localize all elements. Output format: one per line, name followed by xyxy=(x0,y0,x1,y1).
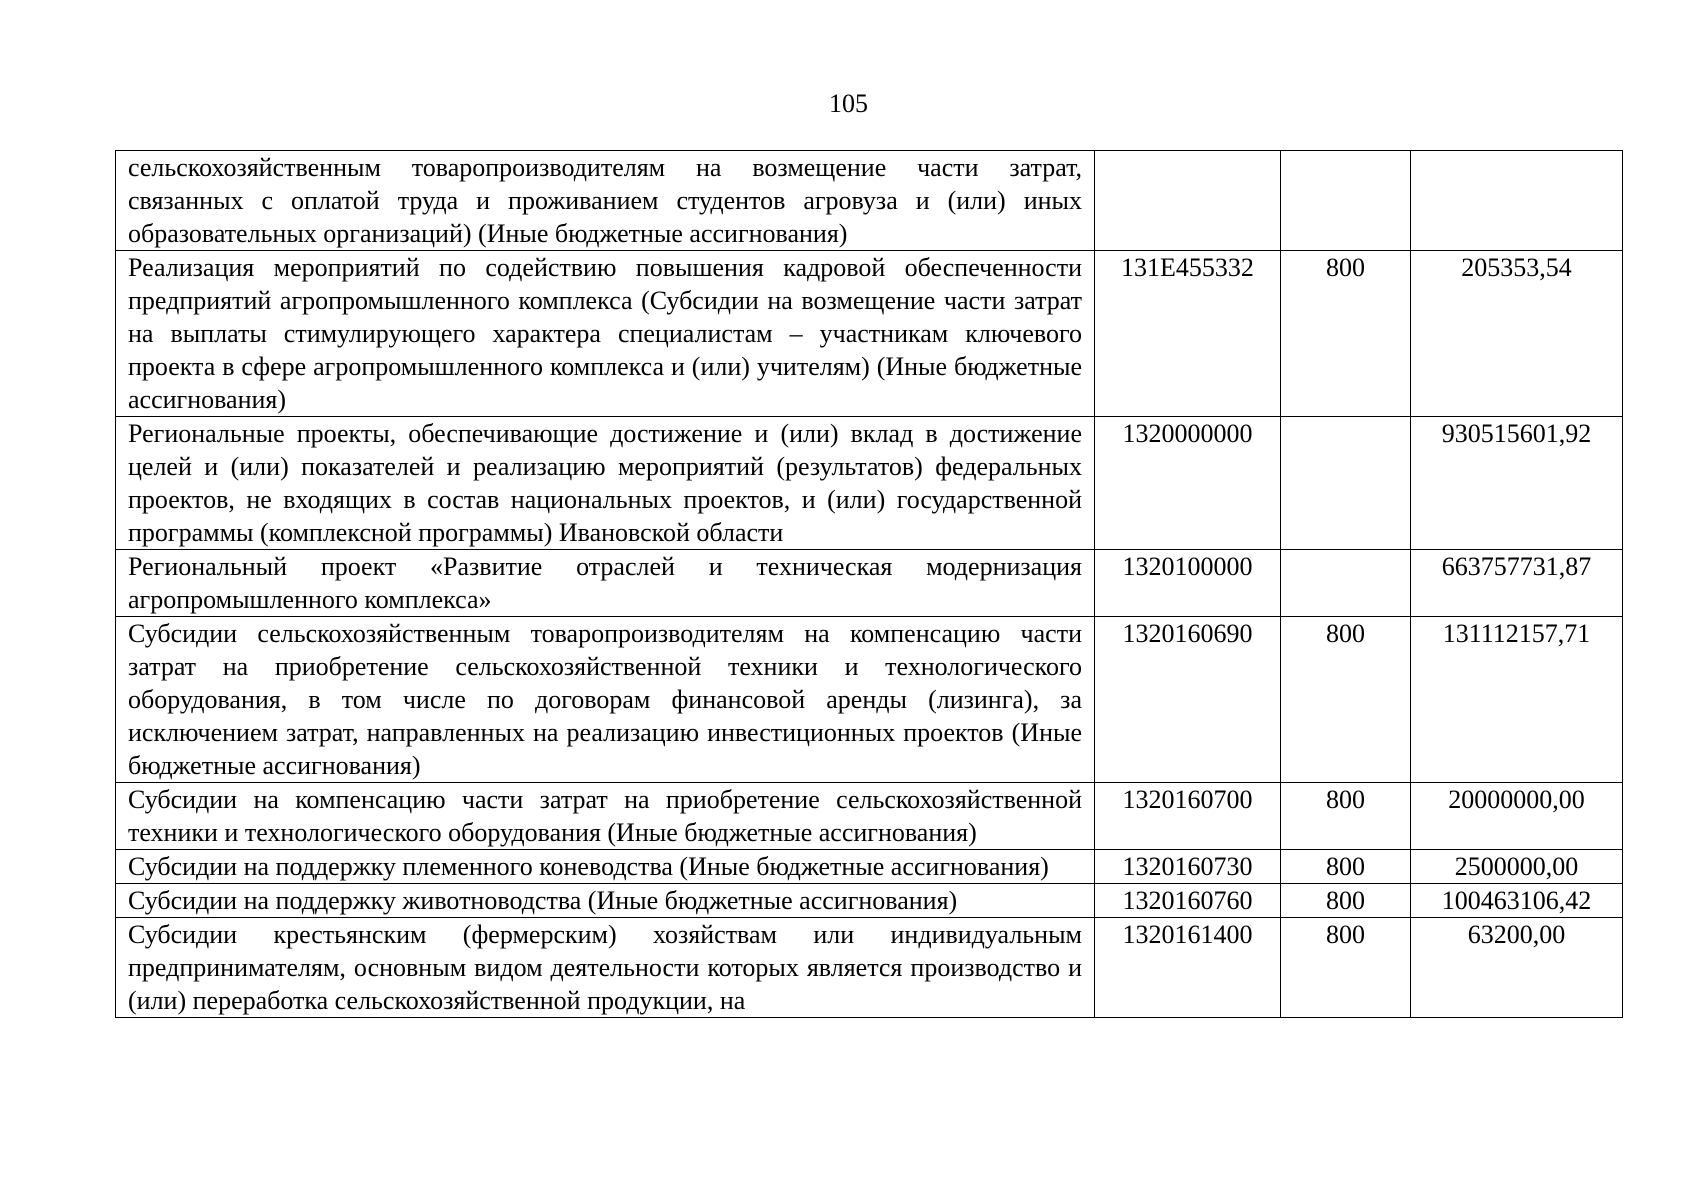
row-sum: 20000000,00 xyxy=(1411,783,1623,850)
row-expense-type xyxy=(1281,550,1411,617)
budget-table xyxy=(115,150,1623,1018)
table-row xyxy=(116,251,1623,417)
row-expense-type: 800 xyxy=(1281,850,1411,884)
row-code: 1320100000 xyxy=(1095,550,1281,617)
row-code: 1320160690 xyxy=(1095,617,1281,783)
row-code: 1320160700 xyxy=(1095,783,1281,850)
row-name: Субсидии на компенсацию части затрат на приобретение сельскохозяйственной техники и технологического оборудования (Иные бюджетные ассигнования) xyxy=(116,783,1095,850)
row-sum: 663757731,87 xyxy=(1411,550,1623,617)
row-name: Субсидии крестьянским (фермерским) хозяйствам или индивидуальным предпринимателям, основным видом деятельности которых является производство и (или) переработка сельскохозяйственной продукции, на xyxy=(116,918,1095,1018)
table-row xyxy=(116,918,1623,1018)
table-row xyxy=(116,417,1623,550)
row-sum xyxy=(1411,151,1623,251)
row-name: Субсидии сельскохозяйственным товаропроизводителям на компенсацию части затрат на приобретение сельскохозяйственной техники и технологического оборудования, в том числе по договорам финансовой аренды (лизинга), за исключением затрат, направленных на реализацию инвестиционных проектов (Иные бюджетные ассигнования) xyxy=(116,617,1095,783)
row-expense-type: 800 xyxy=(1281,617,1411,783)
row-code: 1320160730 xyxy=(1095,850,1281,884)
row-code: 1320000000 xyxy=(1095,417,1281,550)
row-name: Региональный проект «Развитие отраслей и техническая модернизация агропромышленного комплекса» xyxy=(116,550,1095,617)
row-name: Субсидии на поддержку племенного коневодства (Иные бюджетные ассигнования) xyxy=(116,850,1095,884)
row-name: Субсидии на поддержку животноводства (Иные бюджетные ассигнования) xyxy=(116,884,1095,918)
table-row xyxy=(116,783,1623,850)
table-row xyxy=(116,550,1623,617)
row-code: 1320161400 xyxy=(1095,918,1281,1018)
row-expense-type xyxy=(1281,151,1411,251)
row-code xyxy=(1095,151,1281,251)
table-row xyxy=(116,151,1623,251)
row-expense-type: 800 xyxy=(1281,884,1411,918)
row-name: Региональные проекты, обеспечивающие достижение и (или) вклад в достижение целей и (или) показателей и реализацию мероприятий (результатов) федеральных проектов, не входящих в состав национальных проектов, и (или) государственной программы (комплексной программы) Ивановской области xyxy=(116,417,1095,550)
table-row xyxy=(116,884,1623,918)
row-sum: 131112157,71 xyxy=(1411,617,1623,783)
row-sum: 100463106,42 xyxy=(1411,884,1623,918)
row-expense-type: 800 xyxy=(1281,918,1411,1018)
table-row xyxy=(116,850,1623,884)
row-expense-type: 800 xyxy=(1281,783,1411,850)
row-sum: 2500000,00 xyxy=(1411,850,1623,884)
row-code: 131Е455332 xyxy=(1095,251,1281,417)
row-name: Реализация мероприятий по содействию повышения кадровой обеспеченности предприятий агропромышленного комплекса (Субсидии на возмещение части затрат на выплаты стимулирующего характера специалистам – участникам ключевого проекта в сфере агропромышленного комплекса и (или) учителям) (Иные бюджетные ассигнования) xyxy=(116,251,1095,417)
row-name: сельскохозяйственным товаропроизводителям на возмещение части затрат, связанных с оплатой труда и проживанием студентов агровуза и (или) иных образовательных организаций) (Иные бюджетные ассигнования) xyxy=(116,151,1095,251)
page-number: 105 xyxy=(829,89,868,118)
row-sum: 205353,54 xyxy=(1411,251,1623,417)
row-expense-type xyxy=(1281,417,1411,550)
row-sum: 930515601,92 xyxy=(1411,417,1623,550)
row-expense-type: 800 xyxy=(1281,251,1411,417)
row-code: 1320160760 xyxy=(1095,884,1281,918)
row-sum: 63200,00 xyxy=(1411,918,1623,1018)
table-row xyxy=(116,617,1623,783)
